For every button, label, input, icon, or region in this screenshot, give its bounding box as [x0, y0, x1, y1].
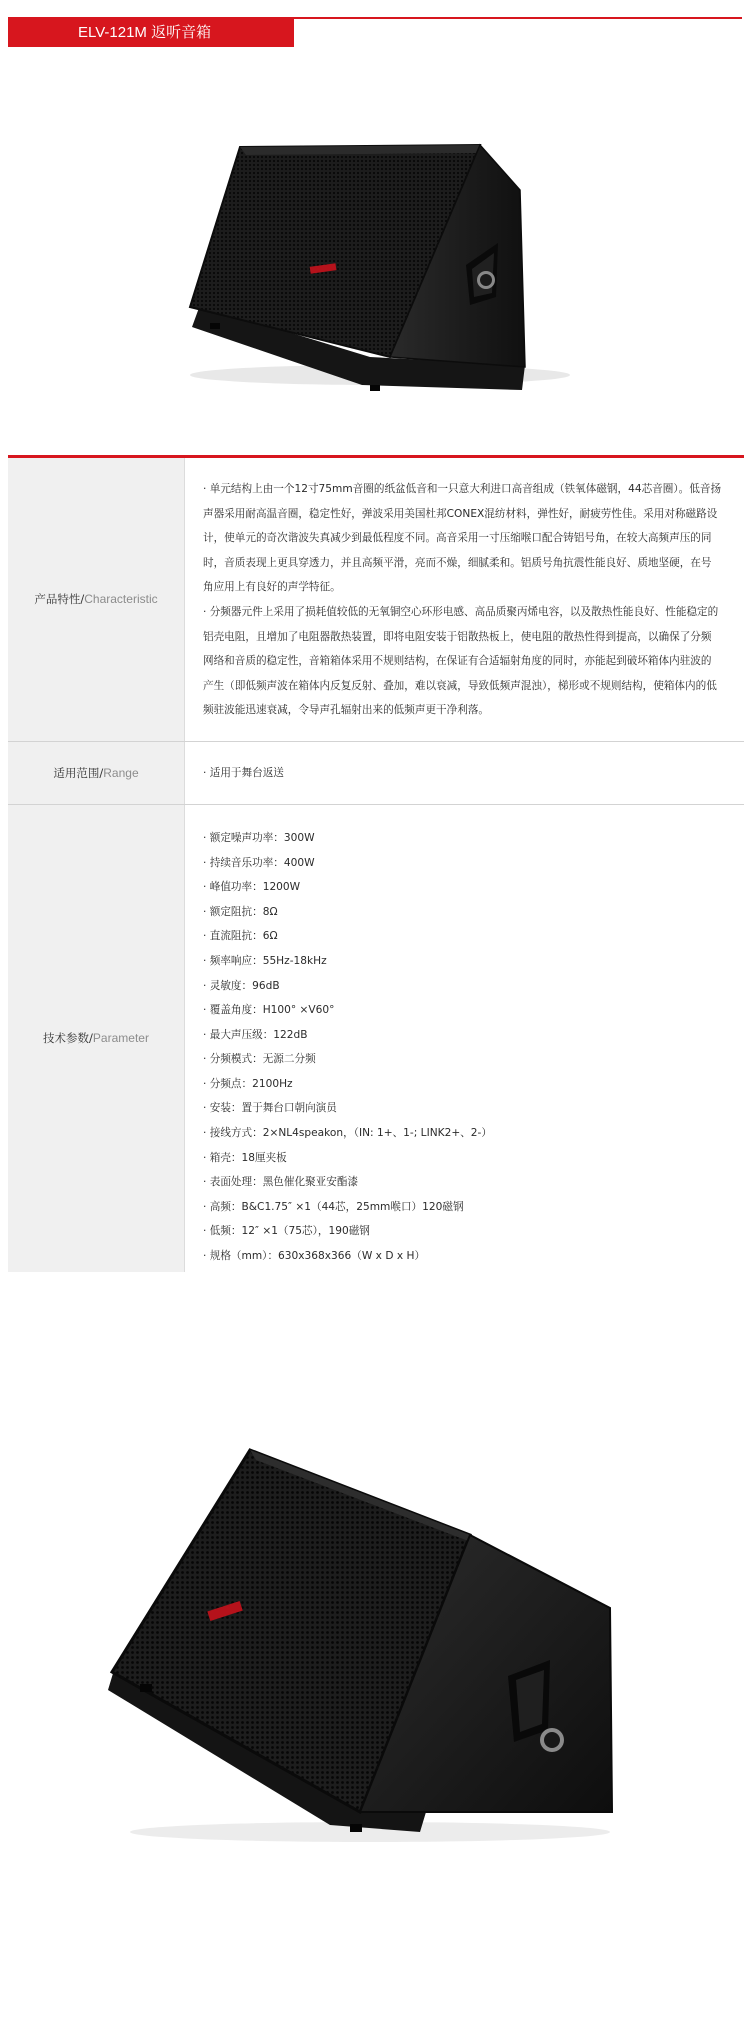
range-text: · 适用于舞台返送 — [203, 766, 284, 779]
label-cn: 技术参数/ — [43, 1031, 93, 1046]
param-item: · 额定阻抗：8Ω — [203, 905, 278, 918]
spec-row-characteristic — [8, 458, 744, 742]
param-item: · 覆盖角度：H100° ×V60° — [203, 1004, 335, 1017]
param-item: · 接线方式：2×NL4speakon，（IN: 1+、1-; LINK2+、2-） — [203, 1127, 492, 1140]
characteristic-paragraph: · 单元结构上由一个12寸75mm音圈的纸盆低音和一只意大利进口高音组成（铁氧体磁钢，44芯音圈）。低音扬声器采用耐高温音圈，稳定性好，弹波采用美国杜邦CONEX混纺材料，弹性好，耐疲劳性佳。采用对称磁路设计，使单元的奇次谐波失真减少到最低程度不同。高音采用一寸压缩喉口配合铸铝号角，在较大高频声压的同时，音质表现上更具穿透力，并且高频平滑，亮而不燥，细腻柔和。铝质号角抗震性能良好、质地坚硬，在号角应用上有良好的声学特征。 — [203, 483, 722, 594]
spec-label-range — [8, 742, 185, 804]
speaker-image-bottom — [100, 1440, 630, 1850]
param-item: · 低频：12″ ×1（75芯），190磁钢 — [203, 1225, 370, 1238]
param-item: · 额定噪声功率：300W — [203, 831, 315, 844]
spec-content-parameter — [185, 805, 744, 1272]
label-en: Range — [103, 765, 139, 780]
param-item: · 灵敏度：96dB — [203, 979, 280, 992]
spec-table — [8, 455, 744, 1272]
characteristic-paragraph: · 分频器元件上采用了损耗值较低的无氧铜空心环形电感、高品质聚丙烯电容，以及散热性能良好、性能稳定的铝壳电阻，且增加了电阻器散热装置，即将电阻安装于铝散热板上，使电阻的散热性得到提高，以确保了分频网络和音质的稳定性，音箱箱体采用不规则结构，在保证有合适辐射角度的同时，亦能起到破坏箱体内驻波的产生（即低频声波在箱体内反复反射、叠加，难以衰减，导致低频声混浊），梯形或不规则结构，使箱体内的低频驻波能迅速衰减，令导声孔辐射出来的低频声更干净利落。 — [203, 605, 719, 717]
param-item: · 最大声压级：122dB — [203, 1028, 308, 1041]
spec-row-parameter — [8, 805, 744, 1272]
param-item: · 规格（mm）：630x368x366（W x D x H） — [203, 1250, 426, 1263]
param-item: · 箱壳：18厘夹板 — [203, 1151, 287, 1164]
param-item: · 安装：置于舞台口朝向演员 — [203, 1102, 337, 1115]
label-cn: 产品特性/ — [34, 592, 85, 607]
speaker-illustration — [180, 135, 590, 395]
label-cn: 适用范围/ — [53, 765, 104, 780]
speaker-image-top — [180, 135, 590, 395]
param-item: · 表面处理：黑色催化聚亚安酯漆 — [203, 1176, 359, 1189]
spec-content-range — [185, 742, 744, 804]
param-item: · 频率响应：55Hz-18kHz — [203, 954, 327, 967]
spec-row-range — [8, 742, 744, 805]
spec-label-characteristic — [8, 458, 185, 741]
param-item: · 高频：B&C1.75″ ×1（44芯，25mm喉口）120磁钢 — [203, 1200, 464, 1213]
param-item: · 直流阻抗：6Ω — [203, 930, 278, 943]
spec-content-characteristic — [185, 458, 744, 741]
speaker-illustration — [100, 1440, 630, 1850]
label-en: Parameter — [92, 1031, 149, 1046]
param-item: · 峰值功率：1200W — [203, 881, 301, 894]
param-item: · 分频点：2100Hz — [203, 1077, 293, 1090]
label-en: Characteristic — [84, 592, 158, 607]
product-title: ELV-121M 返听音箱 — [8, 19, 294, 47]
spec-label-parameter — [8, 805, 185, 1272]
param-item: · 持续音乐功率：400W — [203, 856, 315, 869]
param-item: · 分频模式：无源二分频 — [203, 1053, 316, 1066]
